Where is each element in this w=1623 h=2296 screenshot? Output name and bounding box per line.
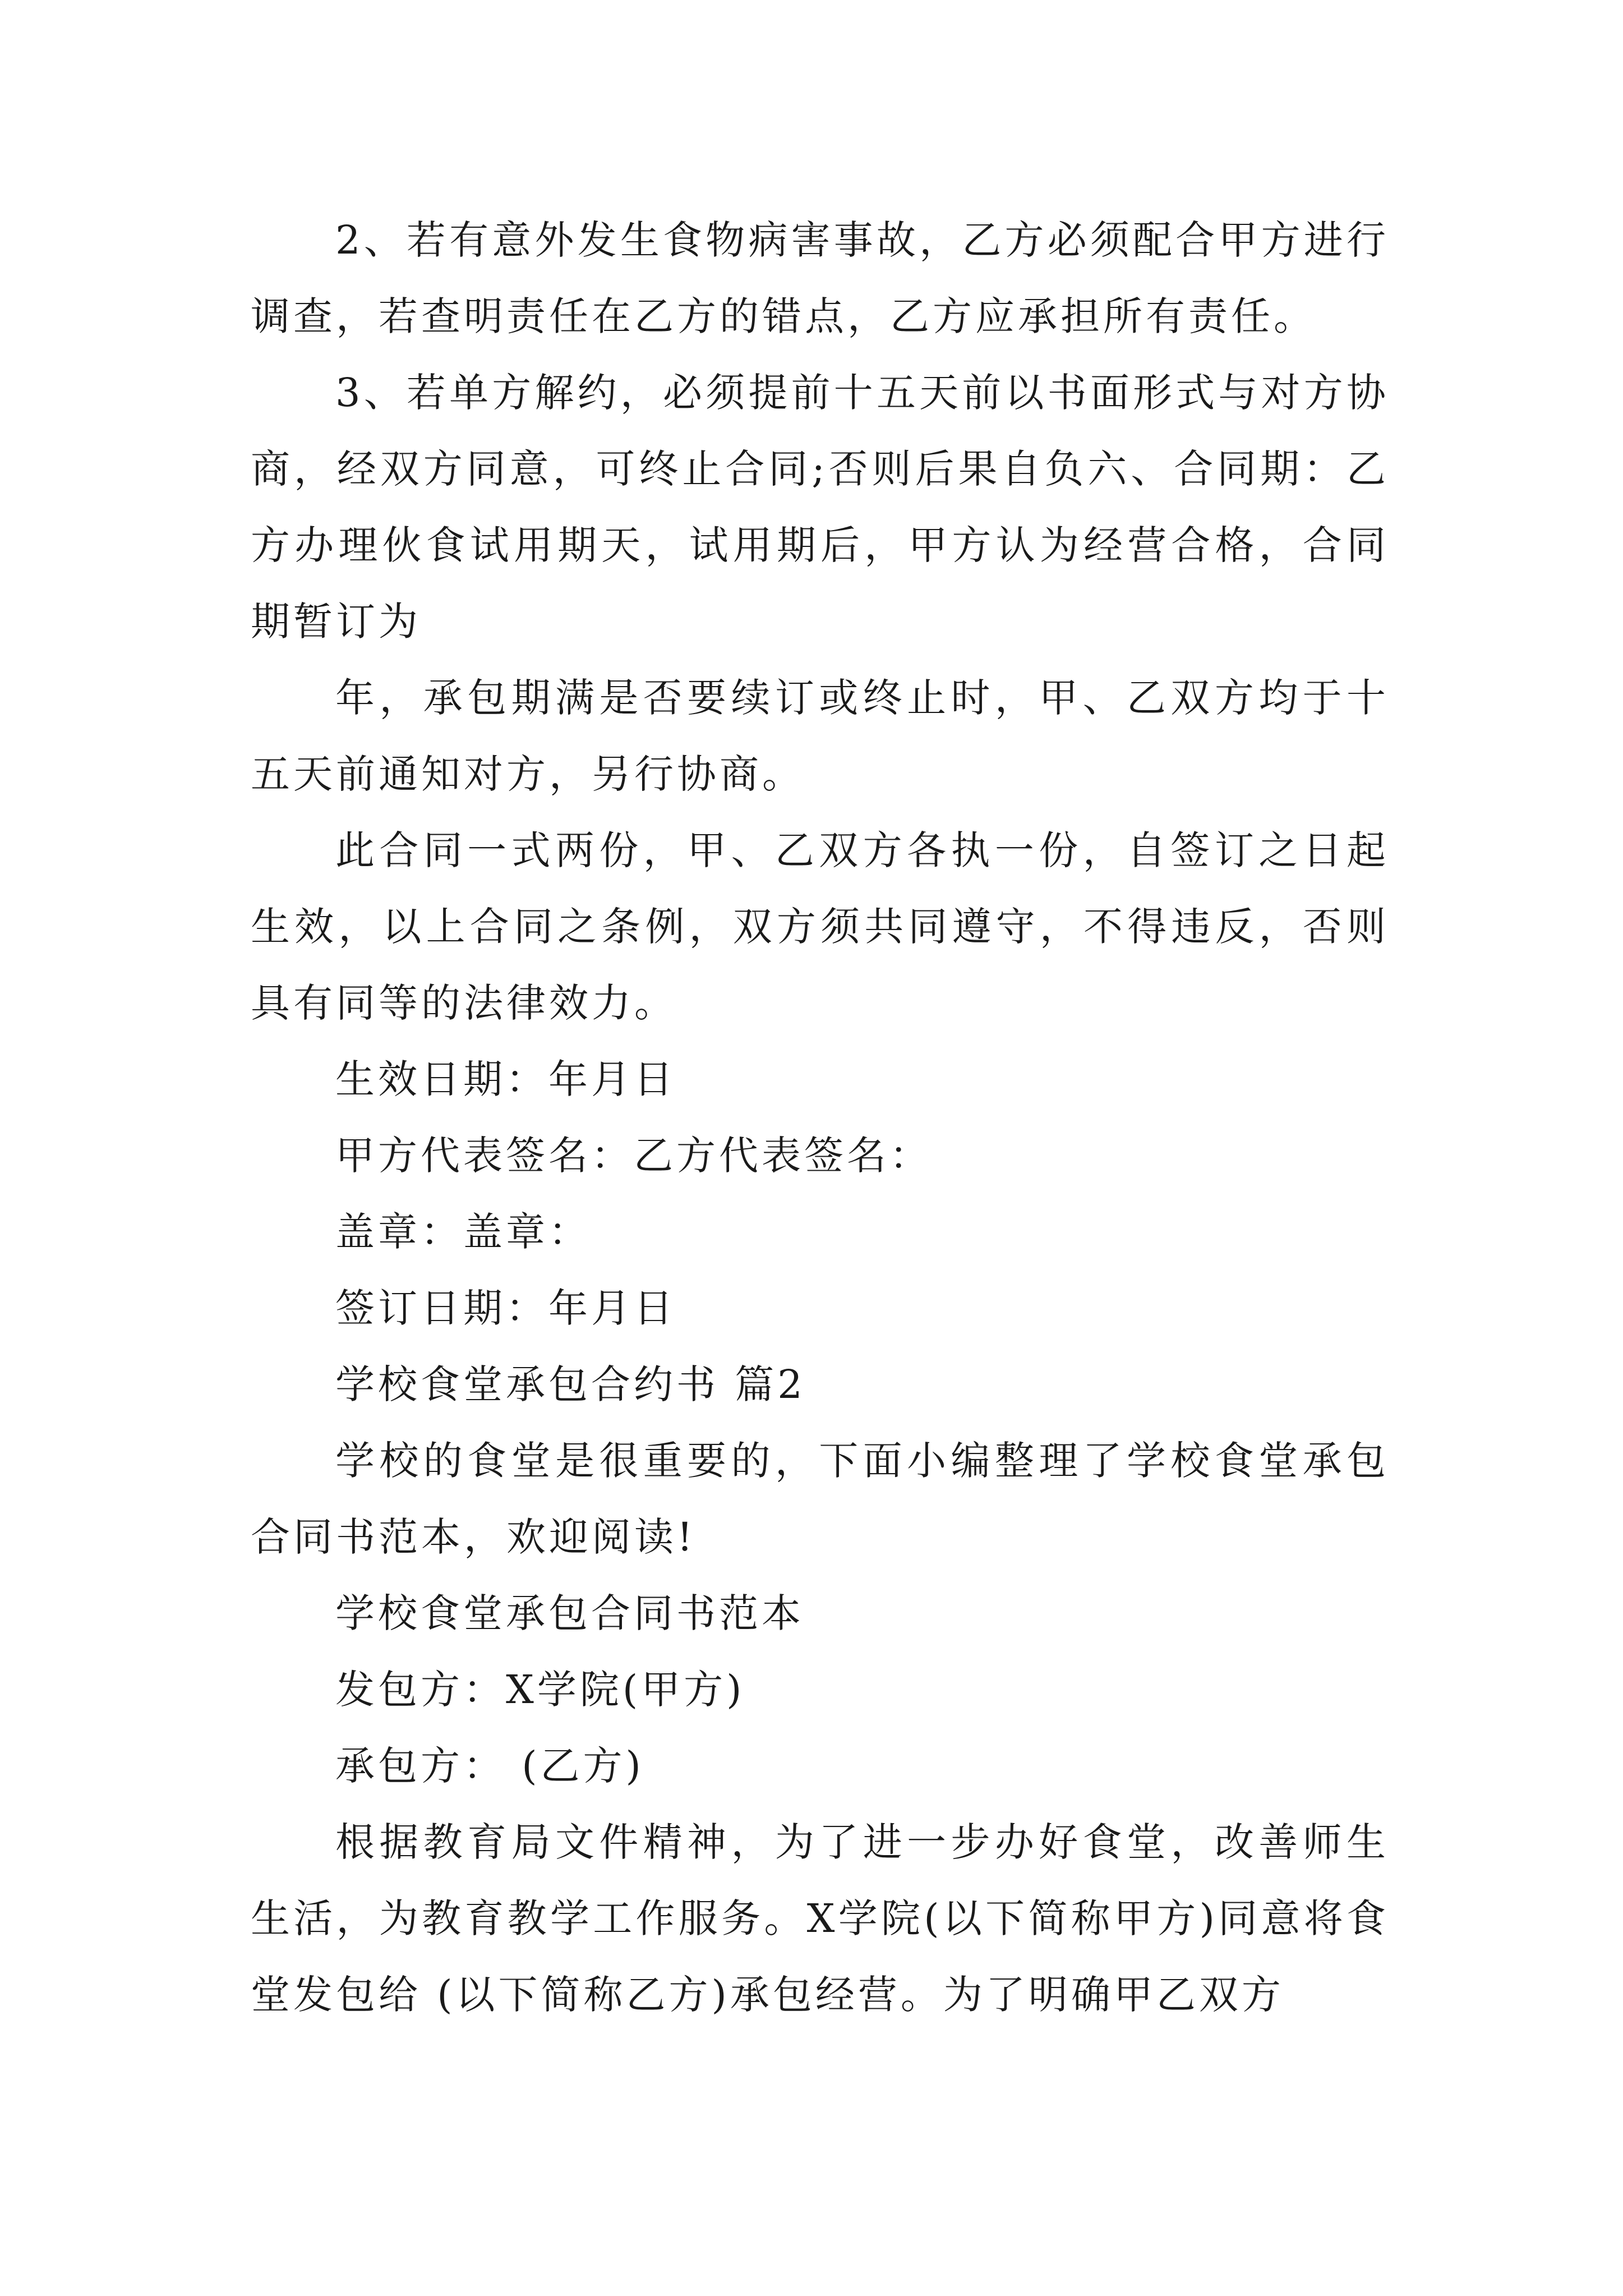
effective-date-line: 生效日期：年月日 [335, 1056, 676, 1102]
party-a-line: 发包方：X学院(甲方) [335, 1667, 745, 1713]
seal-line: 盖章：盖章： [335, 1209, 591, 1255]
document-body [251, 202, 1389, 2033]
paragraph-renewal: 年，承包期满是否要续订或终止时，甲、乙双方均于十五天前通知对方，另行协商。 [251, 675, 1389, 797]
party-b-line: 承包方： (乙方) [335, 1743, 644, 1789]
contract-title: 学校食堂承包合同书范本 [335, 1590, 804, 1636]
signature-line: 甲方代表签名：乙方代表签名： [335, 1133, 932, 1179]
paragraph-intro: 学校的食堂是很重要的，下面小编整理了学校食堂承包合同书范本，欢迎阅读! [251, 1438, 1389, 1560]
paragraph-preamble: 根据教育局文件精神，为了进一步办好食堂，改善师生生活，为教育教学工作服务。X学院(以下简称甲方)同意将食堂发包给 (以下简称乙方)承包经营。为了明确甲乙双方 [251, 1819, 1389, 2018]
paragraph-clause-2: 2、若有意外发生食物病害事故，乙方必须配合甲方进行调查，若查明责任在乙方的错点，乙方应承担所有责任。 [251, 217, 1389, 339]
paragraph-copies: 此合同一式两份，甲、乙双方各执一份，自签订之日起生效，以上合同之条例，双方须共同遵守，不得违反，否则具有同等的法律效力。 [251, 827, 1389, 1026]
paragraph-clause-3: 3、若单方解约，必须提前十五天前以书面形式与对方协商，经双方同意，可终止合同;否则后果自负六、合同期：乙方办理伙食试用期天，试用期后，甲方认为经营合格，合同期暂订为 [251, 370, 1389, 645]
signing-date-line: 签订日期：年月日 [335, 1285, 676, 1331]
section-heading-part-2: 学校食堂承包合约书 篇2 [335, 1361, 806, 1407]
